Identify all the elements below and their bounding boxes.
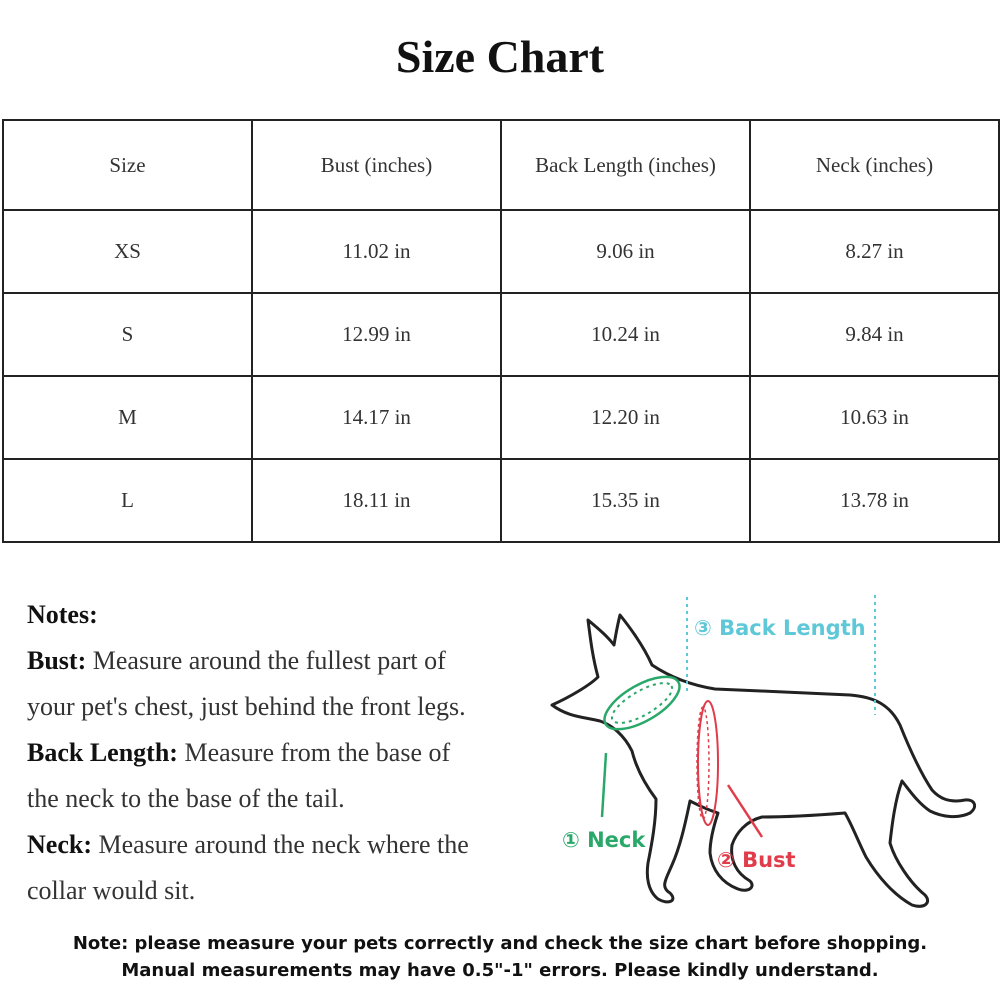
cell-size: S (3, 293, 252, 376)
footer-line-2: Manual measurements may have 0.5"-1" errors. Please kindly understand. (121, 960, 879, 981)
table-row (3, 376, 999, 459)
cell-size: L (3, 459, 252, 542)
table-row (3, 459, 999, 542)
bust-note-text: Measure around the fullest part of (86, 646, 446, 675)
header-neck: Neck (inches) (750, 120, 999, 210)
cell-neck: 9.84 in (750, 293, 999, 376)
cell-neck: 8.27 in (750, 210, 999, 293)
bust-ring (698, 701, 718, 825)
table-header-row (3, 120, 999, 210)
cell-bust: 12.99 in (252, 293, 501, 376)
cell-back-length: 15.35 in (501, 459, 750, 542)
cell-size: XS (3, 210, 252, 293)
table-row (3, 210, 999, 293)
back-length-note-label: Back Length: (27, 738, 178, 767)
neck-note-text-cont: collar would sit. (27, 876, 196, 905)
back-length-note-text: Measure from the base of (177, 738, 451, 767)
footer-line-1: Note: please measure your pets correctly and check the size chart before shopping. (72, 933, 928, 954)
header-bust: Bust (inches) (252, 120, 501, 210)
cell-neck: 13.78 in (750, 459, 999, 542)
back-length-note-text-cont: the neck to the base of the tail. (27, 784, 345, 813)
header-size: Size (3, 120, 252, 210)
header-back-length: Back Length (inches) (501, 120, 750, 210)
neck-pointer-line (602, 753, 606, 817)
neck-note-label: Neck: (27, 830, 92, 859)
neck-label: ① Neck (562, 828, 646, 852)
neck-note-text: Measure around the neck where the (91, 830, 469, 859)
neck-ring (597, 666, 688, 739)
bust-note-text-cont: your pet's chest, just behind the front legs. (27, 692, 466, 721)
bust-note-label: Bust: (27, 646, 87, 675)
cell-bust: 11.02 in (252, 210, 501, 293)
cell-back-length: 10.24 in (501, 293, 750, 376)
cell-size: M (3, 376, 252, 459)
dog-measurement-diagram (540, 585, 1000, 920)
notes-heading: Notes: (27, 600, 98, 629)
table-row (3, 293, 999, 376)
back-length-label: ③ Back Length (694, 616, 866, 640)
cell-bust: 14.17 in (252, 376, 501, 459)
page-title: Size Chart (395, 31, 605, 82)
cell-back-length: 12.20 in (501, 376, 750, 459)
size-table (2, 119, 1000, 543)
bust-label: ② Bust (717, 848, 796, 872)
cell-back-length: 9.06 in (501, 210, 750, 293)
cell-neck: 10.63 in (750, 376, 999, 459)
notes-section (27, 592, 567, 914)
bust-pointer-line (728, 785, 762, 837)
footer-note (0, 930, 1000, 984)
cell-bust: 18.11 in (252, 459, 501, 542)
